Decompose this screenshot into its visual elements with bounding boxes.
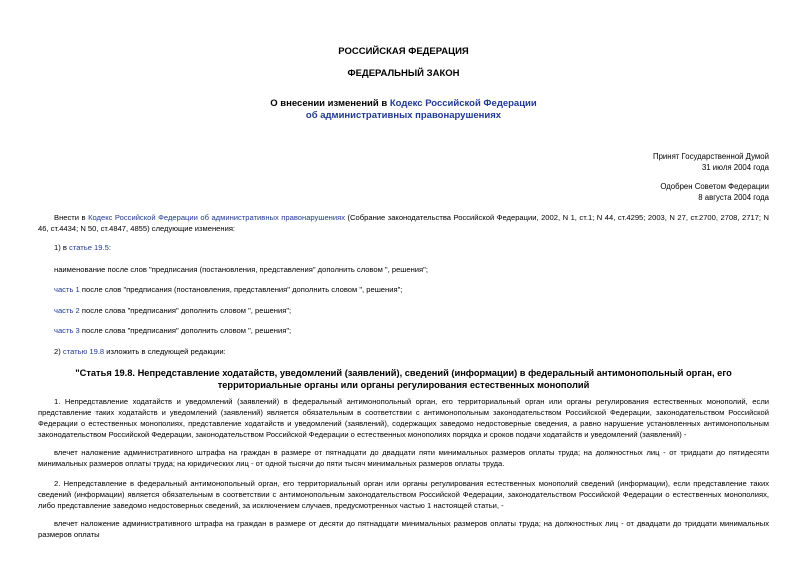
- article-part-2-penalty: влечет наложение административного штрафа на граждан в размере от десяти до пятнадцати минимальных размеров оплаты труда; на должностных лиц - от двадцати до тридцати минимальных размеров оплаты: [38, 519, 769, 539]
- doc-type-heading: ФЕДЕРАЛЬНЫЙ ЗАКОН: [347, 68, 460, 79]
- duma-line: Принят Государственной Думой: [652, 152, 769, 161]
- council-date: 8 августа 2004 года: [698, 193, 769, 202]
- law-title-line-2: [0, 110, 807, 122]
- item-1-part-2: часть 2 после слова "предписания" дополнить словом ", решения";: [54, 306, 292, 315]
- article-19-8-title: "Статья 19.8. Непредставление ходатайств, уведомлений (заявлений), сведений (информации) в федеральный антимонопольный орган, его территориальные органы или органы регулирования естественных монополий: [75, 368, 732, 390]
- part-3-link[interactable]: часть 3: [54, 326, 80, 335]
- item-1-part-3: часть 3 после слова "предписания" дополнить словом ", решения";: [54, 326, 292, 335]
- council-approval: [660, 181, 769, 203]
- koap-link[interactable]: Кодекс Российской Федерации: [389, 98, 537, 109]
- duma-adoption: [653, 151, 769, 173]
- law-title-prefix: О внесении изменений в: [270, 98, 388, 109]
- article-part-1: 1. Непредставление ходатайств и уведомлений (заявлений) в федеральный антимонопольный орган, его территориальный орган или органы регулирования естественных монополий, если представление таких ходатайств и уведомлений (заявлений) является обязательным в соответствии с антимонопольным законодательством Российской Федерации, законодательством Российской Федерации о естественных монополиях, представление ходатайств и уведомлений (заявлений), содержащих заведомо недостоверные сведения, а равно нарушение установленных антимонопольным законодательством Российской Федерации, законодательством Российской Федерации о естественных монополиях порядка и сроков подачи ходатайств и уведомлений (заявлений) -: [38, 397, 769, 439]
- part-1-link[interactable]: часть 1: [54, 285, 80, 294]
- article-part-2: 2. Непредставление в федеральный антимонопольный орган, его территориальный орган или органы регулирования естественных монополий сведений (информации), если представление таких сведений (информации) является обязательным в соответствии с антимонопольным законодательством Российской Федерации, законодательством Российской Федерации о естественных монополиях, либо представление заведомо недостоверных сведений, за исключением случаев, предусмотренных частью 1 настоящей статьи, -: [38, 479, 769, 510]
- item-2: 2) статью 19.8 изложить в следующей редакции:: [54, 347, 226, 356]
- article-19-8-link[interactable]: статью 19.8: [62, 347, 105, 356]
- part-2-link[interactable]: часть 2: [54, 306, 80, 315]
- item-1-name-change: наименование после слов "предписания (постановления, представления" дополнить словом ", решения";: [54, 265, 428, 274]
- item-1: 1) в статье 19.5:: [54, 243, 111, 252]
- law-title-line-1: [0, 98, 807, 110]
- intro-paragraph: Внести в Кодекс Российской Федерации об административных правонарушениях (Собрание законодательства Российской Федерации, 2002, N 1, ст.1; N 44, ст.4295; 2003, N 27, ст.2700, 2708, 2717; N 46, ст.4434; N 50, ст.4847, 4855) следующие изменения:: [38, 213, 769, 233]
- country-heading: РОССИЙСКАЯ ФЕДЕРАЦИЯ: [338, 46, 469, 57]
- article-part-1-penalty: влечет наложение административного штрафа на граждан в размере от пятнадцати до двадцати пяти минимальных размеров оплаты труда; на должностных лиц - от тридцати до пятидесяти минимальных размеров оплаты труда; на юридических лиц - от одной тысячи до пяти тысяч минимальных размеров оплаты труда.: [38, 448, 769, 468]
- koap-link-continued[interactable]: об административных правонарушениях: [305, 110, 502, 121]
- intro-koap-link[interactable]: Кодекс Российской Федерации об административных правонарушениях: [88, 213, 346, 222]
- article-19-5-link[interactable]: статье 19.5: [69, 243, 109, 252]
- item-1-part-1: часть 1 после слов "предписания (постановления, представления" дополнить словом ", решения";: [54, 285, 403, 294]
- council-line: Одобрен Советом Федерации: [660, 182, 769, 191]
- duma-date: 31 июля 2004 года: [701, 163, 769, 172]
